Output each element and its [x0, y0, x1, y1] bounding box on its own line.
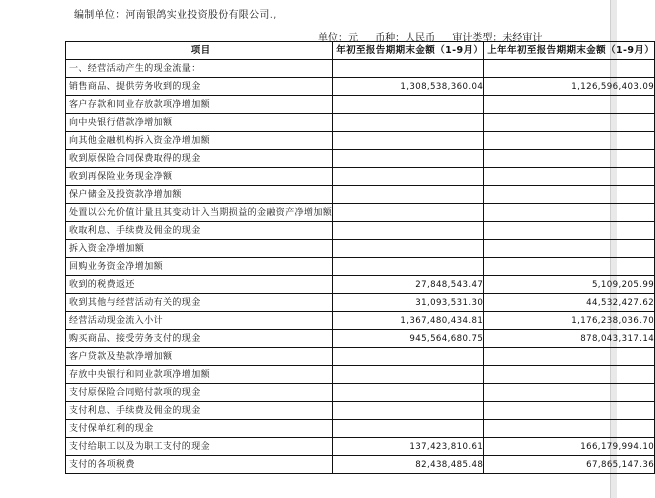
table-row — [66, 222, 655, 240]
table-row — [66, 60, 655, 78]
table-row — [66, 168, 655, 186]
current-value: 1,308,538,360.04 — [333, 78, 484, 96]
unit-label: 单位：元 — [318, 33, 358, 44]
current-value — [333, 258, 484, 276]
prior-value: 1,176,238,036.70 — [484, 312, 655, 330]
prior-value — [484, 366, 655, 384]
table-row — [66, 150, 655, 168]
prior-value — [484, 348, 655, 366]
prior-value — [484, 240, 655, 258]
prior-value — [484, 132, 655, 150]
prior-value — [484, 96, 655, 114]
table-row — [66, 366, 655, 384]
row-label: 支付原保险合同赔付款项的现金 — [66, 384, 333, 402]
table-row — [66, 132, 655, 150]
current-value — [333, 60, 484, 78]
prior-value — [484, 186, 655, 204]
prior-value: 878,043,317.14 — [484, 330, 655, 348]
row-label: 收到其他与经营活动有关的现金 — [66, 294, 333, 312]
row-label: 处置以公允价值计量且其变动计入当期损益的金融资产净增加额 — [66, 204, 333, 222]
current-value — [333, 150, 484, 168]
row-label: 收取利息、手续费及佣金的现金 — [66, 222, 333, 240]
prior-value — [484, 222, 655, 240]
company-line: 编制单位：河南银鸽实业投资股份有限公司., — [74, 10, 277, 21]
prior-value — [484, 204, 655, 222]
audit-type-label: 审计类型：未经审计 — [452, 33, 543, 44]
prior-value — [484, 60, 655, 78]
current-value: 945,564,680.75 — [333, 330, 484, 348]
current-value — [333, 186, 484, 204]
row-label: 保户储金及投资款净增加额 — [66, 186, 333, 204]
col-header-item: 项目 — [66, 42, 333, 60]
current-value: 1,367,480,434.81 — [333, 312, 484, 330]
current-value — [333, 96, 484, 114]
current-value — [333, 384, 484, 402]
current-value — [333, 348, 484, 366]
currency-label: 币种：人民币 — [375, 33, 436, 44]
current-value — [333, 204, 484, 222]
prior-value — [484, 420, 655, 438]
current-value — [333, 240, 484, 258]
cash-flow-table — [65, 41, 655, 474]
current-value — [333, 132, 484, 150]
prior-value: 5,109,205.99 — [484, 276, 655, 294]
prior-value: 67,865,147.36 — [484, 456, 655, 474]
table-header-row — [66, 42, 655, 60]
current-value: 31,093,531.30 — [333, 294, 484, 312]
col-header-prior: 上年年初至报告期期末金额（1-9月） — [484, 42, 655, 60]
row-label: 存放中央银行和同业款项净增加额 — [66, 366, 333, 384]
table-row — [66, 348, 655, 366]
current-value — [333, 114, 484, 132]
table-row — [66, 114, 655, 132]
prior-value — [484, 168, 655, 186]
table-row — [66, 294, 655, 312]
row-label: 客户贷款及垫款净增加额 — [66, 348, 333, 366]
row-label: 经营活动现金流入小计 — [66, 312, 333, 330]
prior-value: 1,126,596,403.09 — [484, 78, 655, 96]
table-row — [66, 456, 655, 474]
row-label: 支付利息、手续费及佣金的现金 — [66, 402, 333, 420]
row-label: 一、经营活动产生的现金流量： — [66, 60, 333, 78]
current-value — [333, 420, 484, 438]
table-row — [66, 186, 655, 204]
current-value: 82,438,485.48 — [333, 456, 484, 474]
table-row — [66, 258, 655, 276]
current-value — [333, 402, 484, 420]
current-value — [333, 222, 484, 240]
row-label: 支付的各项税费 — [66, 456, 333, 474]
current-value — [333, 168, 484, 186]
row-label: 购买商品、接受劳务支付的现金 — [66, 330, 333, 348]
col-header-current: 年初至报告期期末金额（1-9月） — [333, 42, 484, 60]
table-row — [66, 240, 655, 258]
row-label: 向中央银行借款净增加额 — [66, 114, 333, 132]
table-row — [66, 438, 655, 456]
row-label: 支付保单红利的现金 — [66, 420, 333, 438]
prior-value — [484, 402, 655, 420]
row-label: 拆入资金净增加额 — [66, 240, 333, 258]
row-label: 支付给职工以及为职工支付的现金 — [66, 438, 333, 456]
prior-value: 44,532,427.62 — [484, 294, 655, 312]
current-value: 27,848,543.47 — [333, 276, 484, 294]
current-value — [333, 366, 484, 384]
prior-value — [484, 258, 655, 276]
row-label: 销售商品、提供劳务收到的现金 — [66, 78, 333, 96]
prior-value: 166,179,994.10 — [484, 438, 655, 456]
prior-value — [484, 114, 655, 132]
table-row — [66, 96, 655, 114]
row-label: 回购业务资金净增加额 — [66, 258, 333, 276]
prior-value — [484, 150, 655, 168]
table-row — [66, 402, 655, 420]
current-value: 137,423,810.61 — [333, 438, 484, 456]
row-label: 向其他金融机构拆入资金净增加额 — [66, 132, 333, 150]
row-label: 收到的税费返还 — [66, 276, 333, 294]
row-label: 客户存款和同业存放款项净增加额 — [66, 96, 333, 114]
table-row — [66, 78, 655, 96]
table-row — [66, 312, 655, 330]
prior-value — [484, 384, 655, 402]
table-row — [66, 384, 655, 402]
table-row — [66, 204, 655, 222]
table-row — [66, 276, 655, 294]
table-row — [66, 420, 655, 438]
row-label: 收到再保险业务现金净额 — [66, 168, 333, 186]
row-label: 收到原保险合同保费取得的现金 — [66, 150, 333, 168]
table-row — [66, 330, 655, 348]
